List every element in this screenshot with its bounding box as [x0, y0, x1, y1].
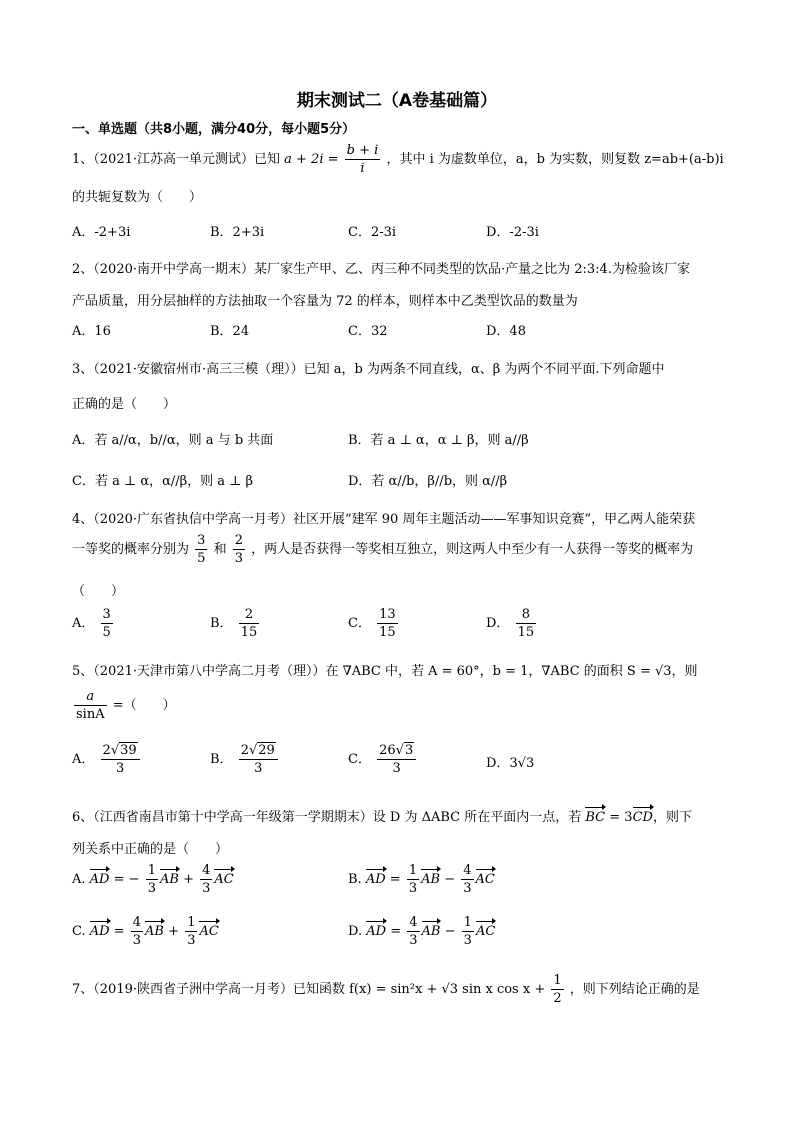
q6-a-frac-2 — [200, 862, 212, 897]
q6-a-label: A. — [72, 872, 86, 887]
q6-vec-bc: BC — [585, 810, 606, 825]
q4-b-label: B． — [210, 616, 233, 631]
q4-a-den: 5 — [102, 625, 111, 640]
q1-frac-num: b + i — [346, 143, 379, 158]
q2-option-b: B．24 — [210, 324, 250, 339]
q1-frac-den: i — [360, 161, 365, 176]
q7-fraction — [551, 972, 563, 1007]
q6-d-f1n: 4 — [409, 915, 418, 930]
q1-option-a: A．-2+3i — [72, 225, 131, 240]
q3-option-c: C．若 a ⊥ α，α//β，则 a ⊥ β — [72, 474, 254, 489]
q5-c-num — [377, 742, 416, 760]
q6-d-frac-1 — [407, 914, 419, 949]
q7-text-b: ，则下列结论正确的是 — [569, 982, 700, 997]
question-5-line-1: 5、（2021·天津市第八中学高二月考（理））在 ∇ABC 中，若 A = 60°，b = 1，∇ABC 的面积 S = √3，则 — [72, 664, 698, 679]
q4-fraction-1 — [195, 532, 207, 567]
section-heading: 一、单选题（共8小题，满分40分，每小题5分） — [72, 122, 356, 137]
question-7-line-1 — [72, 972, 700, 1007]
q6-b-f2n: 4 — [463, 863, 472, 878]
q6-a-f2d: 3 — [202, 881, 211, 896]
q6-c-op: + — [168, 924, 180, 939]
q5-fraction — [74, 688, 107, 723]
q6-b-vec-ad: AD — [365, 872, 386, 887]
q6-b-frac-1 — [407, 862, 419, 897]
q1-option-d: D．-2-3i — [486, 225, 539, 240]
q4-f1-den: 5 — [197, 551, 206, 566]
q7-frac-num: 1 — [553, 973, 562, 988]
q6-d-f2n: 1 — [463, 915, 472, 930]
q6-c-f2d: 3 — [187, 933, 196, 948]
question-4-line-3: （ ） — [72, 584, 125, 599]
q5-a-fraction — [101, 742, 140, 777]
q6-c-f2n: 1 — [187, 915, 196, 930]
q6-d-f2d: 3 — [463, 933, 472, 948]
q6-d-vec-ad: AD — [366, 924, 387, 939]
q7-frac-den: 2 — [553, 991, 562, 1006]
q6-b-frac-2 — [461, 862, 473, 897]
q5-b-rad: 29 — [258, 743, 275, 758]
q5-a-rad: 39 — [120, 743, 137, 758]
q5-a-den: 3 — [115, 761, 125, 776]
q5-a-sqrt: √39 — [110, 743, 137, 758]
q6-c-label: C. — [72, 924, 86, 939]
q4-a-label: A． — [72, 616, 95, 631]
q6-a-vec-ac: AC — [214, 872, 234, 887]
q6-d-frac-2 — [462, 914, 474, 949]
q6-b-op: − — [444, 872, 456, 887]
q4-c-fraction — [377, 606, 398, 641]
q5-a-label: A． — [72, 752, 95, 767]
q4-d-den: 15 — [517, 625, 535, 640]
q4-option-d — [486, 606, 538, 641]
q6-d-op: − — [444, 924, 456, 939]
q6-d-f1d: 3 — [409, 933, 418, 948]
q5-option-a — [72, 742, 142, 777]
q5-a-num — [101, 742, 140, 760]
q6-a-op: + — [183, 872, 194, 887]
q4-text-a: 一等奖的概率分别为 — [72, 542, 190, 557]
question-6-line-2: 列关系中正确的是（ ） — [72, 842, 229, 857]
q5-a-coef: 2 — [102, 743, 111, 758]
q4-f2-den: 3 — [234, 551, 244, 566]
q6-a-frac-1 — [146, 862, 158, 897]
q6-b-vec-ac: AC — [475, 872, 495, 887]
question-5-line-2 — [72, 688, 176, 723]
q1-prefix: 1、（2021·江苏高一单元测试）已知 — [72, 152, 280, 167]
question-4-line-1: 4、（2020·广东省执信中学高一月考）社区开展“建军 90 周年主题活动——军事知识竞赛”，甲乙两人能荣获 — [72, 512, 696, 527]
q6-b-f1n: 1 — [408, 863, 418, 878]
q6-d-label: D. — [348, 924, 363, 939]
q6-c-frac-2 — [185, 914, 197, 949]
q6-a-vec-ad: AD — [89, 872, 110, 887]
q4-f1-num: 3 — [197, 533, 206, 548]
q6-c-f1n: 4 — [132, 915, 142, 930]
q4-d-num: 8 — [516, 606, 537, 624]
q4-option-a — [72, 606, 115, 641]
q5-b-label: B． — [210, 752, 233, 767]
question-2-line-1: 2、（2020·南开中学高一期末）某厂家生产甲、乙、丙三种不同类型的饮品·产量之比为 2:3:4.为检验该厂家 — [72, 262, 690, 277]
q6-a-f1n: 1 — [147, 863, 156, 878]
question-6-line-1 — [72, 806, 692, 825]
q4-b-den: 15 — [240, 625, 258, 640]
q4-f2-num: 2 — [234, 533, 244, 548]
q5-b-den: 3 — [254, 761, 263, 776]
q5-c-sqrt: √3 — [395, 743, 414, 758]
q3-option-a: A．若 a//α，b//α，则 a 与 b 共面 — [72, 433, 274, 448]
q4-d-fraction — [516, 606, 537, 641]
q6-b-label: B. — [348, 872, 362, 887]
q5-frac-den: sinA — [76, 707, 105, 722]
q4-c-num: 13 — [379, 607, 396, 622]
q6-c-vec-ab: AB — [145, 924, 164, 939]
q4-b-fraction — [239, 606, 260, 641]
question-3-line-1: 3、（2021·安徽宿州市·高三三模（理））已知 a，b 为两条不同直线，α、β 为两个不同平面.下列命题中 — [72, 362, 665, 377]
q6-c-f1d: 3 — [132, 933, 142, 948]
q5-d-label: D． — [486, 756, 510, 771]
q4-fraction-2 — [233, 532, 245, 567]
q6-a-eq: = − — [113, 872, 140, 887]
q6-option-b — [348, 862, 495, 897]
q1-option-c: C．2-3i — [348, 225, 397, 240]
q6-b-f1d: 3 — [408, 881, 418, 896]
q3-option-b: B．若 a ⊥ α，α ⊥ β，则 a//β — [348, 433, 529, 448]
q1-lhs: a + 2i = — [284, 152, 339, 167]
q6-text-b: ，则下 — [652, 810, 692, 825]
q6-c-vec-ac: AC — [199, 924, 219, 939]
q5-option-d — [486, 752, 534, 771]
q6-a-vec-ab: AB — [159, 872, 179, 887]
q6-a-f1d: 3 — [147, 881, 156, 896]
q4-b-num: 2 — [239, 606, 260, 624]
q6-b-f2d: 3 — [463, 881, 472, 896]
q4-and: 和 — [213, 542, 227, 557]
q4-c-label: C． — [348, 616, 371, 631]
q3-option-d: D．若 α//b，β//b，则 α//β — [348, 474, 508, 489]
q2-option-a: A．16 — [72, 324, 111, 339]
q6-d-eq: = — [390, 924, 402, 939]
q4-c-den: 15 — [379, 625, 396, 640]
q6-d-vec-ac: AC — [475, 924, 496, 939]
q5-tail: =（ ） — [112, 698, 176, 713]
q6-option-c — [72, 914, 219, 949]
q5-option-b — [210, 742, 280, 777]
q6-option-d — [348, 914, 495, 949]
question-1-line-1 — [72, 142, 724, 177]
q6-c-frac-1 — [131, 914, 143, 949]
page-title: 期末测试二（A卷基础篇） — [296, 91, 498, 111]
q5-b-num — [239, 742, 278, 760]
q1-fraction — [345, 142, 381, 177]
q5-c-label: C． — [348, 752, 371, 767]
q6-text-a: 6、（江西省南昌市第十中学高一年级第一学期期末）设 D 为 ΔABC 所在平面内一点，若 — [72, 810, 582, 825]
q7-text-a: 7、（2019·陕西省子洲中学高一月考）已知函数 f(x) = sin²x + √3 sin x cos x + — [72, 982, 546, 997]
q5-b-coef: 2 — [240, 743, 249, 758]
q6-c-vec-ad: AD — [89, 924, 110, 939]
q6-option-a — [72, 862, 234, 897]
question-4-line-2 — [72, 532, 693, 567]
q4-a-fraction — [101, 606, 113, 641]
q6-b-vec-ab: AB — [421, 872, 441, 887]
q5-d-value: 3√3 — [509, 756, 535, 771]
q4-a-num: 3 — [102, 607, 111, 622]
q6-vec-cd: CD — [632, 810, 653, 825]
q4-option-c — [348, 606, 400, 641]
q5-option-c — [348, 742, 418, 777]
q6-b-eq: = — [389, 872, 401, 887]
q4-text-b: ，两人是否获得一等奖相互独立，则这两人中至少有一人获得一等奖的概率为 — [251, 542, 694, 557]
q6-c-eq: = — [113, 924, 125, 939]
q6-eq: = 3 — [605, 810, 633, 825]
q4-option-b — [210, 606, 261, 641]
q1-option-b: B．2+3i — [210, 225, 265, 240]
q1-suffix: ，其中 i 为虚数单位，a，b 为实数，则复数 z=ab+(a-b)i — [386, 152, 724, 167]
question-2-line-2: 产品质量，用分层抽样的方法抽取一个容量为 72 的样本，则样本中乙类型饮品的数量为 — [72, 294, 578, 309]
q2-option-c: C．32 — [348, 324, 388, 339]
question-1-line-2: 的共轭复数为（ ） — [72, 190, 203, 205]
question-3-line-2: 正确的是（ ） — [72, 397, 177, 412]
q6-a-f2n: 4 — [202, 863, 211, 878]
q5-frac-num: a — [74, 688, 107, 706]
q5-c-rad: 3 — [404, 743, 414, 758]
q5-c-den: 3 — [392, 761, 401, 776]
q5-b-fraction — [239, 742, 278, 777]
q6-d-vec-ab: AB — [421, 924, 441, 939]
q5-b-sqrt: √29 — [248, 743, 275, 758]
q5-c-fraction — [377, 742, 416, 777]
q2-option-d: D．48 — [486, 324, 526, 339]
q5-c-coef: 26 — [379, 743, 396, 758]
q4-d-label: D． — [486, 616, 510, 631]
